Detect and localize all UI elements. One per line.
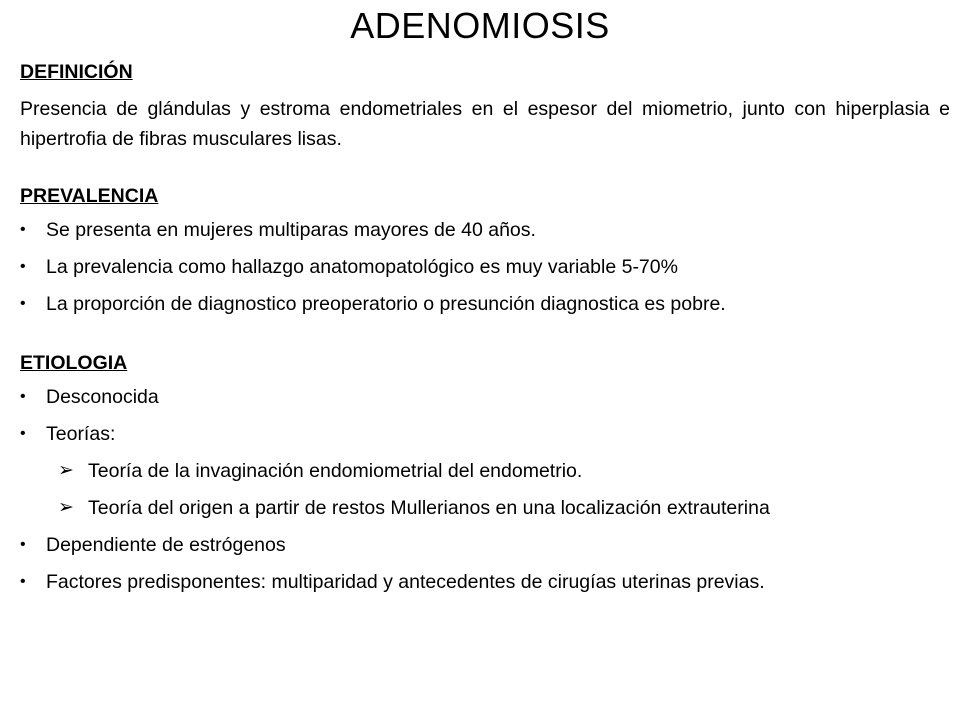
slide-content bbox=[20, 58, 950, 605]
list-item-text: Teorías: bbox=[46, 423, 116, 445]
etiologia-list bbox=[20, 383, 950, 448]
prevalencia-list bbox=[20, 216, 950, 318]
list-item-text: Dependiente de estrógenos bbox=[46, 534, 286, 556]
list-item-text: Se presenta en mujeres multiparas mayores de 40 años. bbox=[46, 219, 536, 241]
definicion-text: Presencia de glándulas y estroma endometriales en el espesor del miometrio, junto con hiperplasia e hipertrofia de fibras musculares lisas. bbox=[20, 98, 950, 150]
list-item bbox=[20, 531, 950, 559]
list-item-text: La proporción de diagnostico preoperatorio o presunción diagnostica es pobre. bbox=[46, 293, 726, 315]
heading-definicion: DEFINICIÓN bbox=[20, 61, 133, 83]
bullet-dot-icon: • bbox=[20, 536, 26, 553]
bullet-dot-icon: • bbox=[20, 425, 26, 442]
arrow-bullet-icon: ➢ bbox=[58, 460, 74, 481]
heading-etiologia: ETIOLOGIA bbox=[20, 352, 128, 374]
list-item bbox=[20, 420, 950, 448]
sub-list-item bbox=[20, 457, 950, 485]
spacer bbox=[20, 154, 950, 182]
heading-prevalencia: PREVALENCIA bbox=[20, 185, 159, 207]
teorias-sublist bbox=[20, 457, 950, 522]
etiologia-list-continued bbox=[20, 531, 950, 596]
list-item bbox=[20, 568, 950, 596]
bullet-dot-icon: • bbox=[20, 388, 26, 405]
list-item bbox=[20, 216, 950, 244]
list-item-text: Desconocida bbox=[46, 386, 159, 408]
bullet-dot-icon: • bbox=[20, 258, 26, 275]
list-item bbox=[20, 383, 950, 411]
sub-list-item-text: Teoría del origen a partir de restos Mullerianos en una localización extrauterina bbox=[88, 497, 770, 519]
sub-list-item bbox=[20, 494, 950, 522]
list-item bbox=[20, 253, 950, 281]
bullet-dot-icon: • bbox=[20, 295, 26, 312]
spacer bbox=[20, 327, 950, 349]
bullet-dot-icon: • bbox=[20, 573, 26, 590]
list-item-text: Factores predisponentes: multiparidad y antecedentes de cirugías uterinas previas. bbox=[46, 571, 765, 593]
list-item-text: La prevalencia como hallazgo anatomopatológico es muy variable 5-70% bbox=[46, 256, 678, 278]
slide-title: ADENOMIOSIS bbox=[350, 5, 610, 46]
list-item bbox=[20, 290, 950, 318]
arrow-bullet-icon: ➢ bbox=[58, 497, 74, 518]
sub-list-item-text: Teoría de la invaginación endomiometrial del endometrio. bbox=[88, 460, 583, 482]
bullet-dot-icon: • bbox=[20, 221, 26, 238]
